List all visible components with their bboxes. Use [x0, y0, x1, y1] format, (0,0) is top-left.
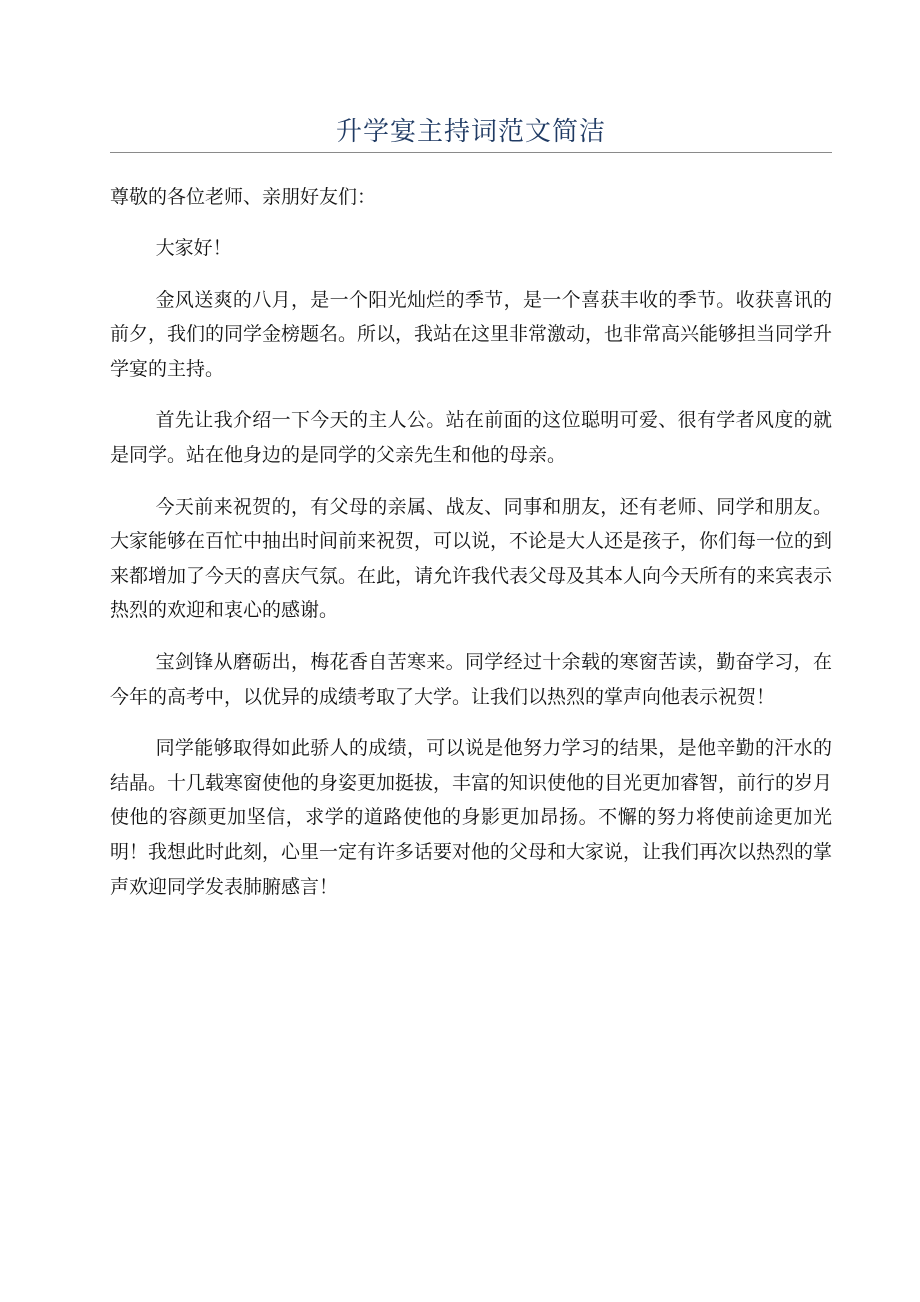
- paragraph-opening: 金风送爽的八月，是一个阳光灿烂的季节，是一个喜获丰收的季节。收获喜讯的前夕，我们的同学金榜题名。所以，我站在这里非常激动，也非常高兴能够担当同学升学宴的主持。: [110, 288, 833, 380]
- page-title: 升学宴主持词范文简洁: [335, 117, 606, 147]
- paragraph-greeting: 大家好！: [155, 237, 232, 259]
- document-body: [110, 180, 832, 921]
- paragraph-introduction: 首先让我介绍一下今天的主人公。站在前面的这位聪明可爱、很有学者风度的就是同学。站在他身边的是同学的父亲先生和他的母亲。: [110, 409, 832, 466]
- title-header: [110, 112, 832, 153]
- salutation: 尊敬的各位老师、亲朋好友们：: [110, 186, 377, 208]
- paragraph-thanks: 今天前来祝贺的，有父母的亲属、战友、同事和朋友，还有老师、同学和朋友。大家能够在百忙中抽出时间前来祝贺，可以说，不论是大人还是孩子，你们每一位的到来都增加了今天的喜庆气氛。在此，请允许我代表父母及其本人向今天所有的来宾表示热烈的欢迎和衷心的感谢。: [110, 495, 833, 622]
- paragraph-congratulation: 宝剑锋从磨砺出，梅花香自苦寒来。同学经过十余载的寒窗苦读，勤奋学习，在今年的高考中，以优异的成绩考取了大学。让我们以热烈的掌声向他表示祝贺！: [110, 650, 832, 708]
- paragraph-closing: 同学能够取得如此骄人的成绩，可以说是他努力学习的结果，是他辛勤的汗水的结晶。十几载寒窗使他的身姿更加挺拔，丰富的知识使他的目光更加睿智，前行的岁月使他的容颜更加坚信，求学的道路使他的身影更加昂扬。不懈的努力将使前途更加光明！我想此时此刻，心里一定有许多话要对他的父母和大家说，让我们再次以热烈的掌声欢迎同学发表肺腑感言！: [110, 737, 833, 898]
